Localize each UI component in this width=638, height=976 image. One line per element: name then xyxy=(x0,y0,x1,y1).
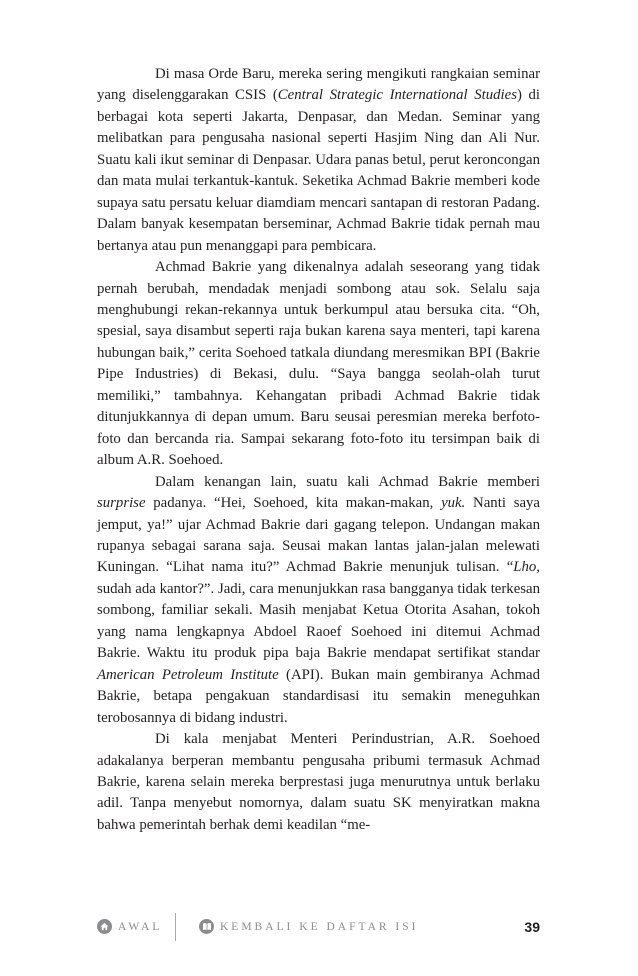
text-run: sudah ada kantor?”. Jadi, cara menunjukkan rasa bangganya tidak terkesan sombong, familiar sekali. Masih menjabat Ketua Otorita Asahan, tokoh yang nama lengkapnya Abdoel Raoef Soehoed ini ditemui Achmad Bakrie. Waktu itu produk pipa baja Bakrie mendapat sertifikat standar xyxy=(97,580,540,662)
home-link[interactable] xyxy=(97,919,162,934)
italic-run: Central Strategic International Studies xyxy=(277,87,517,104)
italic-run: Lho, xyxy=(513,559,540,576)
book-icon xyxy=(199,919,214,934)
page-footer xyxy=(97,915,540,945)
paragraph-1 xyxy=(97,64,540,257)
home-icon xyxy=(97,919,112,934)
italic-run: surprise xyxy=(97,495,146,512)
italic-run: American Petroleum Institute xyxy=(97,666,279,683)
paragraph-4 xyxy=(97,729,540,836)
text-run: padanya. “Hei, Soehoed, kita makan-makan, xyxy=(145,495,442,512)
text-run: Di kala menjabat Menteri Perindustrian, A.R. Soehoed adakalanya berperan membantu pengusaha pribumi termasuk Achmad Bakrie, karena selain mereka berprestasi juga menurutnya untuk berlaku adil. Tanpa menyebut nomornya, dalam suatu SK menyiratkan makna bahwa pemerintah berhak demi keadilan “me- xyxy=(97,731,540,833)
paragraph-2 xyxy=(97,257,540,472)
footer-divider xyxy=(175,913,176,941)
italic-run: yuk. xyxy=(441,495,466,512)
text-run: Achmad Bakrie yang dikenalnya adalah seseorang yang tidak pernah berubah, mendadak menjadi sombong atau sok. Selalu saja menghubungi rekan-rekannya untuk berkumpul atau bersuka cita. “Oh, spesial, saya disambut seperti raja bukan karena saya menteri, tapi karena hubungan baik,” cerita Soehoed tatkala diundang meresmikan BPI (Bakrie Pipe Industries) di Bekasi, dulu. “Saya bangga seolah-olah turut memiliki,” tambahnya. Kehangatan pribadi Achmad Bakrie tidak ditunjukkannya di depan umum. Baru seusai peresmian mereka berfoto-foto dan bercanda ria. Sampai sekarang foto-foto itu tersimpan baik di album A.R. Soehoed. xyxy=(97,259,540,469)
text-run: Dalam kenangan lain, suatu kali Achmad Bakrie memberi xyxy=(155,473,540,490)
page-number: 39 xyxy=(524,919,540,935)
text-run: ) di berbagai kota seperti Jakarta, Denpasar, dan Medan. Seminar yang melibatkan para pengusaha nasional seperti Hasjim Ning dan Ali Nur. Suatu kali ikut seminar di Denpasar. Udara panas betul, perut keroncongan dan mata mulai terkantuk-kantuk. Seketika Achmad Bakrie memberi kode supaya satu persatu keluar diamdiam mencari santapan di restoran Padang. Dalam banyak kesempatan berseminar, Achmad Bakrie tidak pernah mau bertanya atau pun menanggapi para pembicara. xyxy=(97,87,540,254)
body-text xyxy=(97,64,540,836)
text-run: Nanti saya jemput, ya!” ujar Achmad Bakrie dari gagang telepon. Undangan makan rupanya sebagai sarana saja. Seusai makan lantas jalan-jalan melewati Kuningan. “Lihat nama itu?” Achmad Bakrie menunjuk tulisan. “ xyxy=(97,495,540,576)
table-of-contents-label: KEMBALI KE DAFTAR ISI xyxy=(220,920,419,933)
home-link-label: AWAL xyxy=(118,920,163,933)
text-run: (API). Bukan main gembiranya Achmad Bakrie, betapa pengakuan standardisasi itu semakin meneguhkan terobosannya di bidang industri. xyxy=(97,666,540,726)
table-of-contents-link[interactable] xyxy=(199,919,418,934)
text-run: Di masa Orde Baru, mereka sering mengikuti rangkaian seminar yang diselenggarakan CSIS ( xyxy=(97,66,540,104)
paragraph-3 xyxy=(97,472,540,729)
